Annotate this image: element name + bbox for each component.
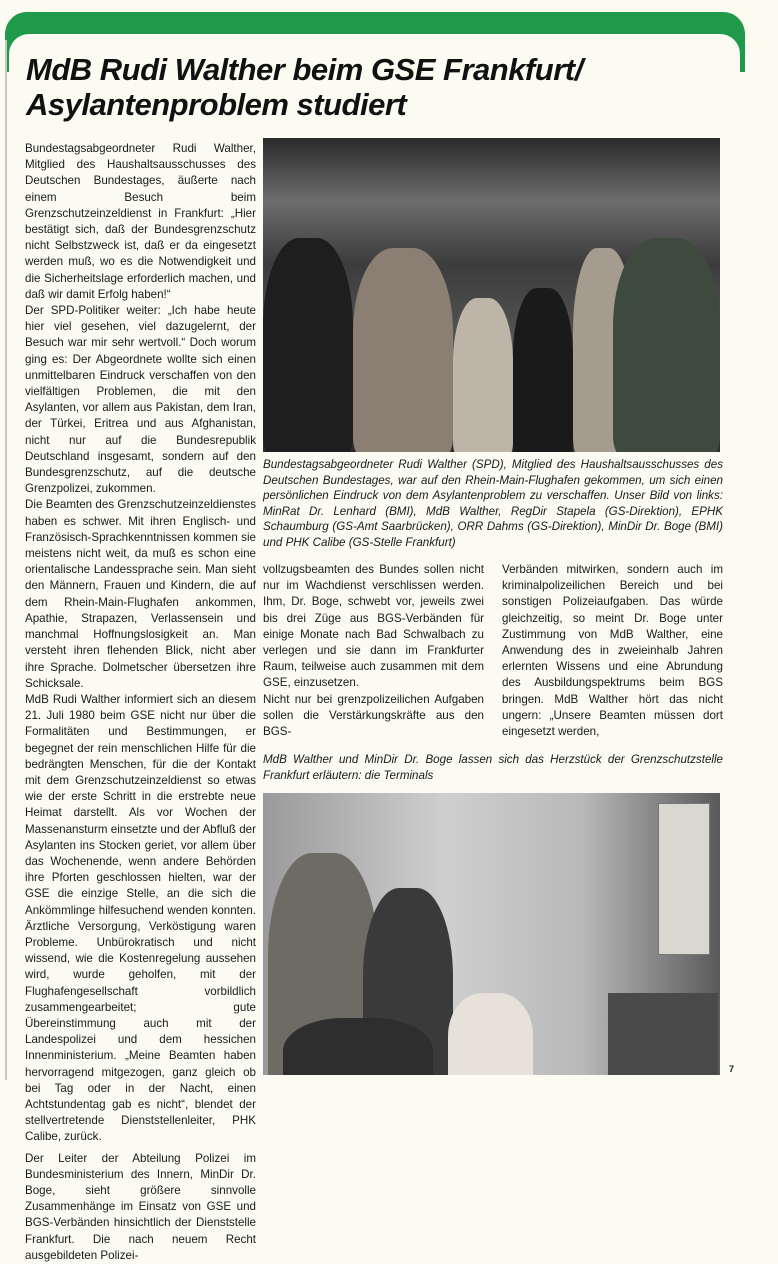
paragraph: Verbänden mitwirken, sondern auch im kriminalpolizeilichen Bereich und bei sonstigen Polizeiaufgaben. Das würde gleichzeitig, so meint Dr. Boge unter Zustimmung von MdB Walther, eine Anwendung des in zweieinhalb Jahren erlernten Wissens und eine Abrundung des Ausbildungspektrums beim BGS bringen. MdB Walther hört das nicht ungern: „Unsere Beamten müssen dort eingesetzt werden, [502,563,723,739]
text-column-2 [263,562,484,740]
paragraph: Bundestagsabgeordneter Rudi Walther, Mitglied des Haushaltsausschusses des Deutschen Bundestages, äußerte nach einem Besuch beim Grenzschutzeinzeldienst in Frankfurt: „Hier bestätigt sich, daß der Bundesgrenzschutz nicht Selbstzweck ist, daß er da eingesetzt werden muß, wo es die Notwendigkeit und die Sicherheitslage erforderlich machen, und daß wir damit Erfolg haben!“ [25,142,256,301]
text-column-1 [25,141,256,1264]
photo-caption-1: Bundestagsabgeordneter Rudi Walther (SPD), Mitglied des Haushaltsausschusses des Deutschen Bundestages, war auf den Rhein-Main-Flughafen gekommen, um sich einen persönlichen Eindruck von dem Asylantenproblem zu verschaffen. Unser Bild von links: MinRat Dr. Lenhard (BMI), MdB Walther, RegDir Stapela (GS-Direktion), EPHK Schaumburg (GS-Amt Saarbrücken), ORR Dahms (GS-Direktion), MinDir Dr. Boge (BMI) und PHK Calibe (GS-Stelle Frankfurt) [263,458,723,549]
paragraph: MdB Rudi Walther informiert sich an diesem 21. Juli 1980 beim GSE nicht nur über die Formalitäten und Bestimmungen, er begegnet der rein menschlichen Hilfe für die bedrängten Menschen, für die der Kontakt mit dem Grenzschutzeinzeldienst so etwas wie der erste Schritt in die erstrebte neue Heimat darstellt. Als vor Wochen der Massenansturm einsetzte und der Abfluß der Asylanten ins Stocken geriet, vor allem über das Wochenende, wenn andere Behörden ihre Pforten geschlossen hielten, war der GSE die einzige Stelle, an die sich die Ankömmlinge hilfesuchend wenden konnten. Ärztliche Versorgung, Verköstigung waren Probleme. Unbürokratisch und nicht wissend, wie die Kostenregelung aussehen wird, wurde geholfen, mit der Flughafengesellschaft vorbildlich zusammengearbeitet; gute Übereinstimmung auch mit der Landespolizei und dem hessichen Innenministerium. „Meine Beamten haben hervorragend mitgezogen, ganz gleich ob bei Tag oder in der Nacht, einen Achtstundentag gab es nicht“, blendet der stellvertretende Dienststellenleiter, PHK Calibe, zurück. [25,692,256,1144]
paragraph: Nicht nur bei grenzpolizeilichen Aufgaben sollen die Verstärkungskräfte aus den BGS- [263,692,484,739]
right-content-area [263,457,723,1075]
photo-terminals [263,793,720,1075]
article-title [26,52,583,122]
title-line-2: Asylantenproblem studiert [26,87,407,122]
page-edge-line [5,40,7,1080]
paragraph: Der Leiter der Abteilung Polizei im Bundesministerium des Innern, MinDir Dr. Boge, sieht größere sinnvolle Zusammenhänge im Einsatz von GSE und BGS-Verbänden hinsichtlich der Dienststelle Frankfurt. Die nach neuem Recht ausgebildeten Polizei- [25,1151,256,1262]
title-line-1: MdB Rudi Walther beim GSE Frankfurt/ [26,52,583,87]
photo-group-officials [263,138,720,452]
text-column-3 [502,562,723,740]
two-column-text [263,562,723,740]
paragraph: Die Beamten des Grenzschutzeinzeldienstes haben es schwer. Mit ihren Englisch- und Französisch-Sprachkenntnissen kommen sie meistens nicht weit, da muß es schon eine orientalische Landessprache sein. Man sieht den Männern, Frauen und Kindern, die auf dem Rhein-Main-Flughafen ankommen, Apathie, Strapazen, Verlassensein und manchmal Hoffnungslosigkeit an. Man versteht ihren flehenden Blick, nicht aber ihre Sprache. Dolmetscher übersetzen ihre Schicksale. [25,498,256,690]
page-number: 7 [729,1064,735,1074]
paragraph: vollzugsbeamten des Bundes sollen nicht nur im Wachdienst verschlissen werden. Ihm, Dr. Boge, schwebt vor, jeweils zwei bis drei Züge aus BGS-Verbänden für einige Monate nach Bad Schwalbach zu verlegen und sie dann im Frankfurter Raum, teilweise auch zusammen mit dem GSE, einzusetzen. [263,563,484,690]
paragraph: Der SPD-Politiker weiter: „Ich habe heute hier viel gesehen, viel dazugelernt, der Besuch war mir sehr wertvoll.“ Doch worum ging es: Der Abgeordnete wollte sich einen unmittelbaren Eindruck verschaffen von den vielfältigen Problemen, die mit den Asylanten, vor allem aus Pakistan, dem Iran, der Türkei, Eritrea und aus Afghanistan, nicht nur auf die Bundesrepublik Deutschland insgesamt, sondern auf den Bundesgrenzschutz, auf die deutsche Grenzpolizei, zukommen. [25,304,256,496]
photo-caption-2: MdB Walther und MinDir Dr. Boge lassen sich das Herzstück der Grenzschutzstelle Frankfurt erläutern: die Terminals [263,753,723,782]
